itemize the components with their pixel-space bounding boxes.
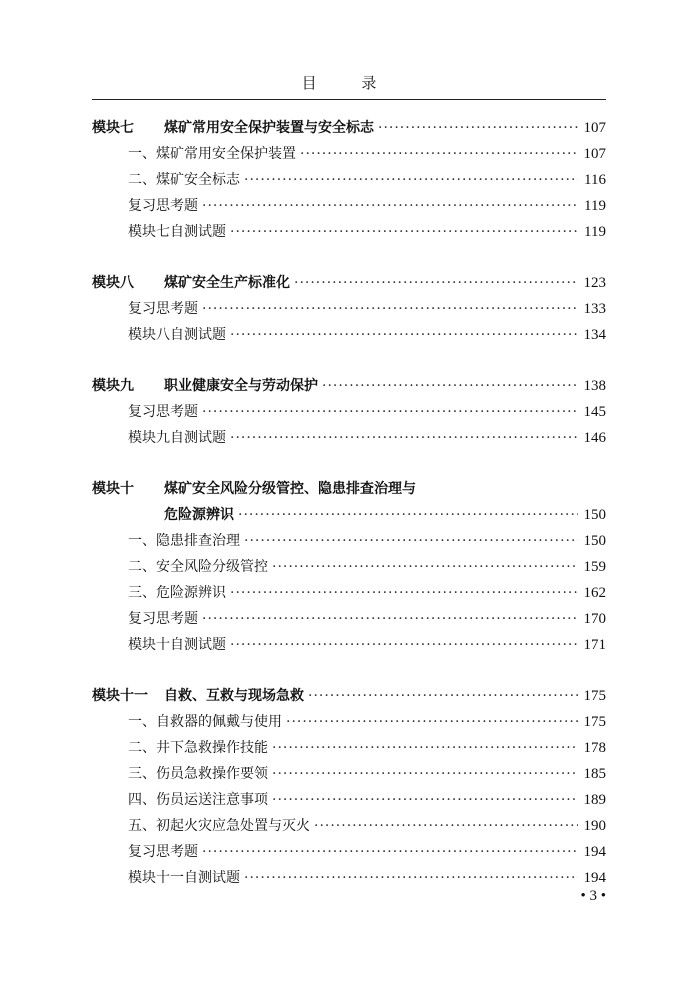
item-page: 190 [583, 818, 606, 834]
item-page: 145 [583, 404, 606, 420]
leader-dots [244, 865, 578, 891]
leader-dots [230, 425, 578, 451]
toc-item[interactable] [92, 141, 606, 167]
chapter-page: 138 [583, 378, 606, 394]
chapter-number: 模块十 [92, 481, 134, 497]
toc-chapter [92, 373, 606, 451]
item-page: 175 [583, 714, 606, 730]
item-page: 119 [584, 198, 606, 214]
toc-item[interactable] [92, 839, 606, 865]
item-page: 171 [583, 637, 606, 653]
chapter-title: 自救、互救与现场急救 [164, 688, 304, 704]
toc-chapter-entry[interactable] [92, 115, 606, 141]
leader-dots [272, 787, 578, 813]
toc-chapter-entry[interactable] [92, 476, 606, 502]
toc-item[interactable] [92, 193, 606, 219]
chapter-number: 模块九 [92, 378, 134, 394]
toc-chapter [92, 270, 606, 348]
item-title: 二、井下急救操作技能 [128, 740, 268, 756]
chapter-title: 职业健康安全与劳动保护 [164, 378, 318, 394]
item-title: 模块十自测试题 [128, 637, 226, 653]
toc-chapter-entry-continued[interactable] [92, 502, 606, 528]
toc-chapter-entry[interactable] [92, 683, 606, 709]
leader-dots [230, 219, 578, 245]
item-page: 116 [584, 172, 606, 188]
leader-dots [202, 399, 578, 425]
chapter-page: 150 [583, 507, 606, 523]
toc-item[interactable] [92, 761, 606, 787]
table-of-contents [92, 115, 606, 916]
item-title: 五、初起火灾应急处置与灭火 [128, 818, 310, 834]
chapter-number: 模块八 [92, 275, 134, 291]
leader-dots [202, 193, 578, 219]
toc-item[interactable] [92, 787, 606, 813]
toc-item[interactable] [92, 709, 606, 735]
item-title: 一、隐患排查治理 [128, 533, 240, 549]
chapter-number: 模块十一 [92, 688, 148, 704]
chapter-page: 123 [583, 275, 606, 291]
item-page: 162 [583, 585, 606, 601]
item-page: 178 [583, 740, 606, 756]
toc-item[interactable] [92, 580, 606, 606]
page-number: • 3 • [580, 888, 606, 904]
leader-dots [378, 115, 578, 141]
toc-item[interactable] [92, 632, 606, 658]
item-page: 107 [583, 146, 606, 162]
item-title: 复习思考题 [128, 611, 198, 627]
leader-dots [300, 141, 578, 167]
toc-item[interactable] [92, 528, 606, 554]
toc-item[interactable] [92, 167, 606, 193]
item-page: 119 [584, 224, 606, 240]
item-title: 三、伤员急救操作要领 [128, 766, 268, 782]
item-page: 185 [583, 766, 606, 782]
item-page: 150 [583, 533, 606, 549]
leader-dots [286, 709, 578, 735]
item-page: 159 [583, 559, 606, 575]
toc-item[interactable] [92, 865, 606, 891]
item-page: 189 [583, 792, 606, 808]
leader-dots [244, 167, 578, 193]
toc-item[interactable] [92, 219, 606, 245]
toc-chapter [92, 683, 606, 891]
item-title: 四、伤员运送注意事项 [128, 792, 268, 808]
item-title: 复习思考题 [128, 404, 198, 420]
chapter-title-continued: 危险源辨识 [164, 507, 234, 523]
chapter-title: 煤矿安全生产标准化 [164, 275, 290, 291]
toc-chapter [92, 476, 606, 658]
leader-dots [230, 322, 578, 348]
leader-dots [308, 683, 578, 709]
toc-item[interactable] [92, 296, 606, 322]
item-page: 146 [583, 430, 606, 446]
leader-dots [272, 554, 578, 580]
leader-dots [202, 606, 578, 632]
header-rule [92, 99, 606, 100]
chapter-number: 模块七 [92, 120, 134, 136]
item-page: 133 [583, 301, 606, 317]
item-title: 模块九自测试题 [128, 430, 226, 446]
item-title: 二、安全风险分级管控 [128, 559, 268, 575]
leader-dots [272, 735, 578, 761]
leader-dots [314, 813, 578, 839]
item-title: 模块七自测试题 [128, 224, 226, 240]
leader-dots [272, 761, 578, 787]
leader-dots [238, 502, 578, 528]
item-page: 194 [583, 870, 606, 886]
toc-chapter-entry[interactable] [92, 270, 606, 296]
item-title: 三、危险源辨识 [128, 585, 226, 601]
toc-item[interactable] [92, 735, 606, 761]
leader-dots [294, 270, 578, 296]
leader-dots [244, 528, 578, 554]
leader-dots [230, 580, 578, 606]
item-page: 194 [583, 844, 606, 860]
item-title: 复习思考题 [128, 198, 198, 214]
toc-item[interactable] [92, 554, 606, 580]
leader-dots [202, 296, 578, 322]
toc-item[interactable] [92, 813, 606, 839]
item-title: 一、自救器的佩戴与使用 [128, 714, 282, 730]
toc-item[interactable] [92, 425, 606, 451]
item-page: 170 [583, 611, 606, 627]
item-title: 模块十一自测试题 [128, 870, 240, 886]
chapter-title: 煤矿常用安全保护装置与安全标志 [164, 120, 374, 136]
chapter-page: 175 [583, 688, 606, 704]
item-title: 二、煤矿安全标志 [128, 172, 240, 188]
chapter-title: 煤矿安全风险分级管控、隐患排查治理与 [164, 481, 416, 497]
toc-chapter-entry[interactable] [92, 373, 606, 399]
item-page: 134 [583, 327, 606, 343]
item-title: 复习思考题 [128, 844, 198, 860]
chapter-page: 107 [583, 120, 606, 136]
toc-item[interactable] [92, 606, 606, 632]
toc-item[interactable] [92, 399, 606, 425]
item-title: 复习思考题 [128, 301, 198, 317]
item-title: 一、煤矿常用安全保护装置 [128, 146, 296, 162]
toc-item[interactable] [92, 322, 606, 348]
leader-dots [202, 839, 578, 865]
leader-dots [322, 373, 578, 399]
toc-chapter [92, 115, 606, 245]
page-header-title: 目 录 [301, 74, 397, 92]
leader-dots [230, 632, 578, 658]
item-title: 模块八自测试题 [128, 327, 226, 343]
